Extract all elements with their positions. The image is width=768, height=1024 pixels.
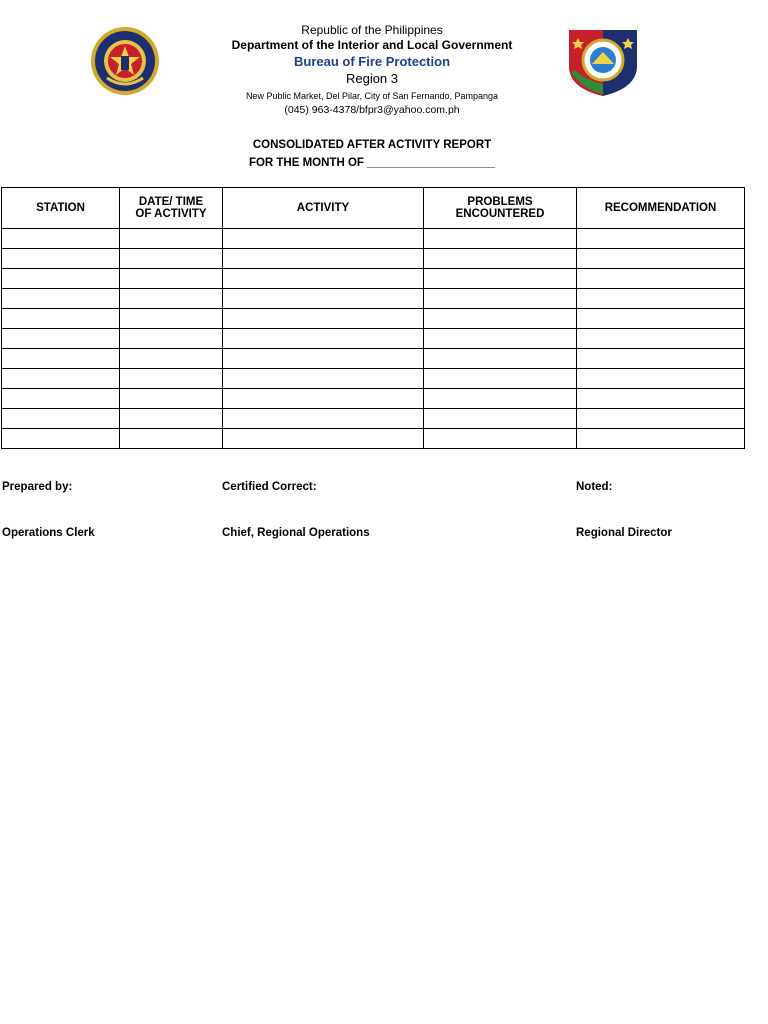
table-row [2,249,745,269]
table-cell[interactable] [577,329,745,349]
table-cell[interactable] [223,329,424,349]
table-cell[interactable] [577,229,745,249]
table-cell[interactable] [577,289,745,309]
table-cell[interactable] [2,249,120,269]
table-cell[interactable] [424,429,577,449]
table-row [2,329,745,349]
table-cell[interactable] [120,349,223,369]
table-cell[interactable] [577,249,745,269]
noted-title: Regional Director [576,527,672,539]
activity-report-table [1,187,745,449]
table-row [2,369,745,389]
column-header-date-time: DATE/ TIME OF ACTIVITY [120,188,223,229]
prepared-by-label: Prepared by: [2,481,73,493]
table-cell[interactable] [577,389,745,409]
table-cell[interactable] [223,369,424,389]
region3-seal-icon [565,26,641,98]
report-month-line: FOR THE MONTH OF ____________________ [248,157,496,169]
table-cell[interactable] [120,309,223,329]
region-line: Region 3 [345,71,399,86]
table-row [2,229,745,249]
contact-line: (045) 963-4378/bfpr3@yahoo.com.ph [284,104,460,116]
table-cell[interactable] [2,349,120,369]
prepared-by-title: Operations Clerk [2,527,95,539]
table-cell[interactable] [2,229,120,249]
table-cell[interactable] [223,389,424,409]
table-row [2,309,745,329]
table-cell[interactable] [577,409,745,429]
table-cell[interactable] [424,229,577,249]
department-line: Department of the Interior and Local Government [231,38,513,52]
table-cell[interactable] [424,289,577,309]
table-cell[interactable] [223,409,424,429]
column-header-station: STATION [2,188,120,229]
republic-line: Republic of the Philippines [301,23,443,37]
table-cell[interactable] [223,309,424,329]
table-cell[interactable] [120,389,223,409]
letterhead [0,0,768,120]
table-cell[interactable] [223,249,424,269]
table-cell[interactable] [2,269,120,289]
table-cell[interactable] [120,409,223,429]
table-cell[interactable] [223,429,424,449]
table-body [2,229,745,449]
table-header-row [2,188,745,229]
table-cell[interactable] [424,269,577,289]
table-row [2,289,745,309]
table-row [2,409,745,429]
table-cell[interactable] [120,329,223,349]
table-cell[interactable] [2,429,120,449]
column-header-problems: PROBLEMS ENCOUNTERED [424,188,577,229]
table-row [2,349,745,369]
table-cell[interactable] [577,269,745,289]
table-cell[interactable] [577,349,745,369]
address-line: New Public Market, Del Pilar, City of San Fernando, Pampanga [245,91,499,101]
table-cell[interactable] [2,369,120,389]
table-cell[interactable] [577,429,745,449]
bureau-line: Bureau of Fire Protection [293,54,451,69]
table-cell[interactable] [424,389,577,409]
table-cell[interactable] [424,329,577,349]
table-cell[interactable] [424,409,577,429]
table-cell[interactable] [577,309,745,329]
table-cell[interactable] [424,349,577,369]
noted-label: Noted: [576,481,613,493]
table-cell[interactable] [2,409,120,429]
table-cell[interactable] [120,229,223,249]
table-row [2,389,745,409]
table-cell[interactable] [223,349,424,369]
table-cell[interactable] [424,309,577,329]
table-cell[interactable] [223,269,424,289]
table-row [2,429,745,449]
table-cell[interactable] [2,329,120,349]
table-cell[interactable] [120,369,223,389]
table-cell[interactable] [2,309,120,329]
report-title: CONSOLIDATED AFTER ACTIVITY REPORT [252,139,492,151]
table-cell[interactable] [2,389,120,409]
table-cell[interactable] [120,289,223,309]
column-header-activity: ACTIVITY [223,188,424,229]
table-cell[interactable] [223,289,424,309]
certified-correct-label: Certified Correct: [222,481,317,493]
table-row [2,269,745,289]
table-cell[interactable] [2,289,120,309]
table-cell[interactable] [424,369,577,389]
table-cell[interactable] [223,229,424,249]
table-cell[interactable] [577,369,745,389]
table-cell[interactable] [120,429,223,449]
column-header-recommendation: RECOMMENDATION [577,188,745,229]
table-cell[interactable] [424,249,577,269]
table-cell[interactable] [120,269,223,289]
table-cell[interactable] [120,249,223,269]
certified-correct-title: Chief, Regional Operations [222,527,370,539]
